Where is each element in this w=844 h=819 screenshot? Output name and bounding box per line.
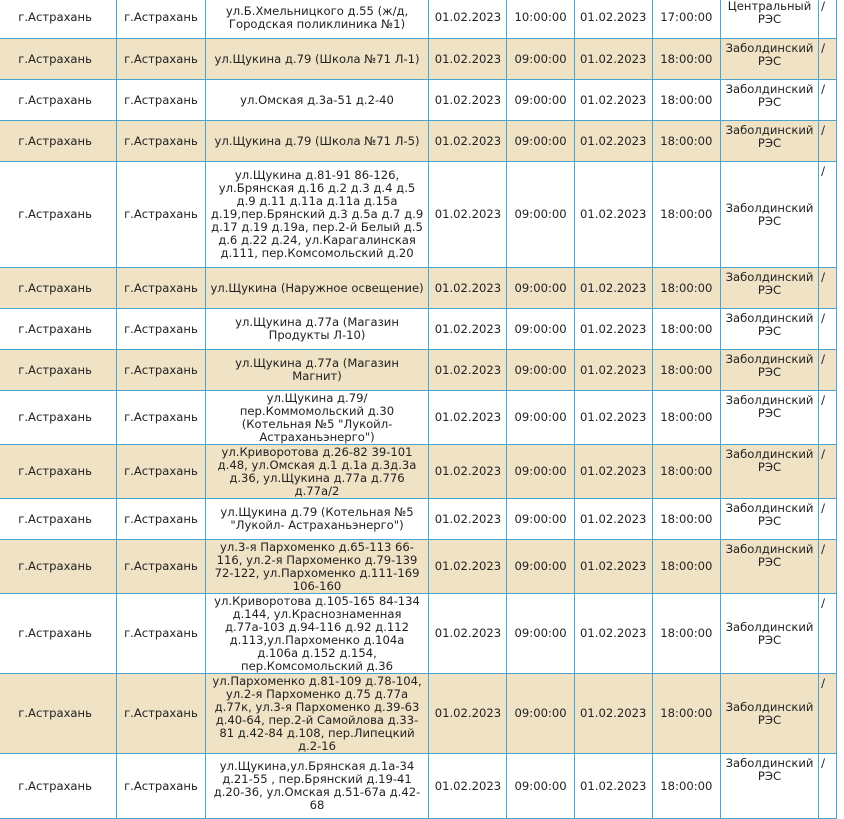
cell-start-time: 09:00:00 — [507, 594, 574, 674]
cell-end-date: 01.02.2023 — [574, 674, 652, 754]
cell-city: г.Астрахань — [117, 540, 205, 594]
cell-end-date: 01.02.2023 — [574, 39, 652, 80]
cell-end-date: 01.02.2023 — [574, 445, 652, 499]
cell-city: г.Астрахань — [117, 80, 205, 121]
cell-district: г.Астрахань — [0, 594, 117, 674]
cell-district: г.Астрахань — [0, 754, 117, 819]
cell-district: г.Астрахань — [0, 268, 117, 309]
cell-address: ул.Щукина (Наружное освещение) — [205, 268, 429, 309]
cell-res: Заболдинский РЭС — [720, 350, 818, 391]
cell-address: ул.Щукина д.79 (Школа №71 Л-1) — [205, 39, 429, 80]
cell-start-time: 09:00:00 — [507, 674, 574, 754]
cell-city: г.Астрахань — [117, 594, 205, 674]
cell-district: г.Астрахань — [0, 391, 117, 445]
cell-res: Заболдинский РЭС — [720, 445, 818, 499]
cell-end-date: 01.02.2023 — [574, 0, 652, 39]
cell-end-time: 18:00:00 — [652, 39, 720, 80]
cell-district: г.Астрахань — [0, 0, 117, 39]
cell-extra: / — [819, 121, 837, 162]
cell-end-time: 18:00:00 — [652, 674, 720, 754]
cell-city: г.Астрахань — [117, 754, 205, 819]
cell-start-date: 01.02.2023 — [429, 391, 507, 445]
table-row — [0, 80, 837, 121]
table-row — [0, 268, 837, 309]
cell-start-time: 09:00:00 — [507, 350, 574, 391]
cell-city: г.Астрахань — [117, 499, 205, 540]
cell-end-time: 18:00:00 — [652, 594, 720, 674]
cell-end-date: 01.02.2023 — [574, 594, 652, 674]
cell-address: ул.Криворотова д.26-82 39-101 д.48, ул.Омская д.1 д.1а д.3д.3а д.36, ул.Щукина д.77а д.776 д.77а/2 — [205, 445, 429, 499]
cell-city: г.Астрахань — [117, 674, 205, 754]
cell-start-date: 01.02.2023 — [429, 0, 507, 39]
cell-end-time: 18:00:00 — [652, 268, 720, 309]
cell-extra: / — [819, 540, 837, 594]
cell-start-date: 01.02.2023 — [429, 80, 507, 121]
cell-start-time: 09:00:00 — [507, 309, 574, 350]
cell-city: г.Астрахань — [117, 162, 205, 268]
cell-end-date: 01.02.2023 — [574, 162, 652, 268]
cell-res: Заболдинский РЭС — [720, 39, 818, 80]
cell-extra: / — [819, 445, 837, 499]
cell-start-date: 01.02.2023 — [429, 540, 507, 594]
cell-end-date: 01.02.2023 — [574, 350, 652, 391]
cell-start-time: 09:00:00 — [507, 121, 574, 162]
cell-address: ул.Щукина д.77а (Магазин Продукты Л-10) — [205, 309, 429, 350]
cell-district: г.Астрахань — [0, 121, 117, 162]
cell-end-time: 18:00:00 — [652, 162, 720, 268]
cell-end-date: 01.02.2023 — [574, 121, 652, 162]
cell-res: Центральный РЭС — [720, 0, 818, 39]
cell-address: ул.Щукина д.77а (Магазин Магнит) — [205, 350, 429, 391]
cell-res: Заболдинский РЭС — [720, 309, 818, 350]
cell-city: г.Астрахань — [117, 0, 205, 39]
cell-start-time: 09:00:00 — [507, 445, 574, 499]
table-row — [0, 350, 837, 391]
table-row — [0, 594, 837, 674]
table-row — [0, 162, 837, 268]
cell-address: ул.Щукина д.79 (Школа №71 Л-5) — [205, 121, 429, 162]
cell-address: ул.Щукина,ул.Брянская д.1а-34 д.21-55 , пер.Брянский д.19-41 д.20-36, ул.Омская д.51-67а д.42-68 — [205, 754, 429, 819]
cell-res: Заболдинский РЭС — [720, 594, 818, 674]
cell-end-date: 01.02.2023 — [574, 391, 652, 445]
cell-res: Заболдинский РЭС — [720, 674, 818, 754]
cell-end-time: 18:00:00 — [652, 540, 720, 594]
cell-address: ул.Щукина д.79 (Котельная №5 "Лукойл- Астраханьэнерго") — [205, 499, 429, 540]
table-row — [0, 674, 837, 754]
cell-address: ул.Пархоменко д.81-109 д.78-104, ул.2-я Пархоменко д.75 д.77а д.77к, ул.3-я Пархоменко д.39-63 д.40-64, пер.2-й Самойлова д.33-81 д.42-84 д.108, пер.Липецкий д.2-16 — [205, 674, 429, 754]
table-row — [0, 0, 837, 39]
cell-start-time: 09:00:00 — [507, 754, 574, 819]
cell-district: г.Астрахань — [0, 162, 117, 268]
cell-district: г.Астрахань — [0, 674, 117, 754]
cell-city: г.Астрахань — [117, 445, 205, 499]
cell-res: Заболдинский РЭС — [720, 499, 818, 540]
cell-extra: / — [819, 350, 837, 391]
cell-address: ул.Омская д.3а-51 д.2-40 — [205, 80, 429, 121]
cell-res: Заболдинский РЭС — [720, 391, 818, 445]
cell-extra: / — [819, 39, 837, 80]
cell-end-time: 18:00:00 — [652, 499, 720, 540]
cell-start-time: 09:00:00 — [507, 391, 574, 445]
cell-city: г.Астрахань — [117, 309, 205, 350]
cell-city: г.Астрахань — [117, 350, 205, 391]
cell-start-date: 01.02.2023 — [429, 594, 507, 674]
cell-district: г.Астрахань — [0, 39, 117, 80]
cell-res: Заболдинский РЭС — [720, 80, 818, 121]
cell-start-time: 09:00:00 — [507, 162, 574, 268]
cell-extra: / — [819, 80, 837, 121]
cell-address: ул.Щукина д.81-91 86-126, ул.Брянская д.16 д.2 д.3 д.4 д.5 д.9 д.11 д.11а д.11а д.15а д.19,пер.Брянский д.3 д.5а д.7 д.9 д.17 д.19 д.19а, пер.2-й Белый д.5 д.6 д.22 д.24, ул.Карагалинская д.111, пер.Комсомольский д.20 — [205, 162, 429, 268]
cell-start-date: 01.02.2023 — [429, 309, 507, 350]
table-row — [0, 121, 837, 162]
cell-end-date: 01.02.2023 — [574, 268, 652, 309]
cell-start-time: 09:00:00 — [507, 540, 574, 594]
cell-district: г.Астрахань — [0, 445, 117, 499]
cell-start-date: 01.02.2023 — [429, 350, 507, 391]
cell-start-time: 09:00:00 — [507, 268, 574, 309]
cell-address: ул.Криворотова д.105-165 84-134 д.144, ул.Краснознаменная д.77а-103 д.94-116 д.92 д.112 д.113,ул.Пархоменко д.104а д.106а д.152 д.154, пер.Комсомольский д.36 — [205, 594, 429, 674]
cell-extra: / — [819, 754, 837, 819]
cell-extra: / — [819, 499, 837, 540]
cell-end-date: 01.02.2023 — [574, 309, 652, 350]
table-row — [0, 754, 837, 819]
table-row — [0, 309, 837, 350]
cell-start-date: 01.02.2023 — [429, 162, 507, 268]
cell-address: ул.Б.Хмельницкого д.55 (ж/д, Городская поликлиника №1) — [205, 0, 429, 39]
cell-start-time: 09:00:00 — [507, 499, 574, 540]
cell-extra: / — [819, 309, 837, 350]
table-row — [0, 499, 837, 540]
cell-extra: / — [819, 674, 837, 754]
cell-extra: / — [819, 162, 837, 268]
cell-start-date: 01.02.2023 — [429, 268, 507, 309]
cell-district: г.Астрахань — [0, 80, 117, 121]
cell-res: Заболдинский РЭС — [720, 268, 818, 309]
cell-end-time: 18:00:00 — [652, 350, 720, 391]
cell-city: г.Астрахань — [117, 39, 205, 80]
cell-start-date: 01.02.2023 — [429, 499, 507, 540]
cell-address: ул.Щукина д.79/пер.Коммомольский д.30 (Котельная №5 "Лукойл-Астраханьэнерго") — [205, 391, 429, 445]
table-row — [0, 540, 837, 594]
cell-extra: / — [819, 0, 837, 39]
cell-extra: / — [819, 391, 837, 445]
cell-city: г.Астрахань — [117, 268, 205, 309]
cell-start-time: 09:00:00 — [507, 80, 574, 121]
cell-start-date: 01.02.2023 — [429, 121, 507, 162]
cell-extra: / — [819, 594, 837, 674]
cell-end-date: 01.02.2023 — [574, 754, 652, 819]
cell-city: г.Астрахань — [117, 391, 205, 445]
cell-start-date: 01.02.2023 — [429, 754, 507, 819]
table-row — [0, 39, 837, 80]
cell-end-time: 18:00:00 — [652, 121, 720, 162]
cell-district: г.Астрахань — [0, 499, 117, 540]
cell-end-time: 18:00:00 — [652, 309, 720, 350]
cell-end-time: 18:00:00 — [652, 445, 720, 499]
cell-start-date: 01.02.2023 — [429, 674, 507, 754]
cell-district: г.Астрахань — [0, 309, 117, 350]
cell-city: г.Астрахань — [117, 121, 205, 162]
cell-district: г.Астрахань — [0, 350, 117, 391]
table-row — [0, 391, 837, 445]
cell-end-date: 01.02.2023 — [574, 499, 652, 540]
cell-end-date: 01.02.2023 — [574, 80, 652, 121]
cell-res: Заболдинский РЭС — [720, 540, 818, 594]
cell-start-date: 01.02.2023 — [429, 39, 507, 80]
cell-extra: / — [819, 268, 837, 309]
cell-end-time: 17:00:00 — [652, 0, 720, 39]
cell-start-date: 01.02.2023 — [429, 445, 507, 499]
table-row — [0, 445, 837, 499]
cell-res: Заболдинский РЭС — [720, 121, 818, 162]
cell-end-time: 18:00:00 — [652, 80, 720, 121]
cell-start-time: 10:00:00 — [507, 0, 574, 39]
cell-end-time: 18:00:00 — [652, 754, 720, 819]
cell-district: г.Астрахань — [0, 540, 117, 594]
cell-res: Заболдинский РЭС — [720, 754, 818, 819]
cell-address: ул.3-я Пархоменко д.65-113 66-116, ул.2-я Пархоменко д.79-139 72-122, ул.Пархоменко д.111-169 106-160 — [205, 540, 429, 594]
cell-end-time: 18:00:00 — [652, 391, 720, 445]
cell-start-time: 09:00:00 — [507, 39, 574, 80]
cell-end-date: 01.02.2023 — [574, 540, 652, 594]
cell-res: Заболдинский РЭС — [720, 162, 818, 268]
